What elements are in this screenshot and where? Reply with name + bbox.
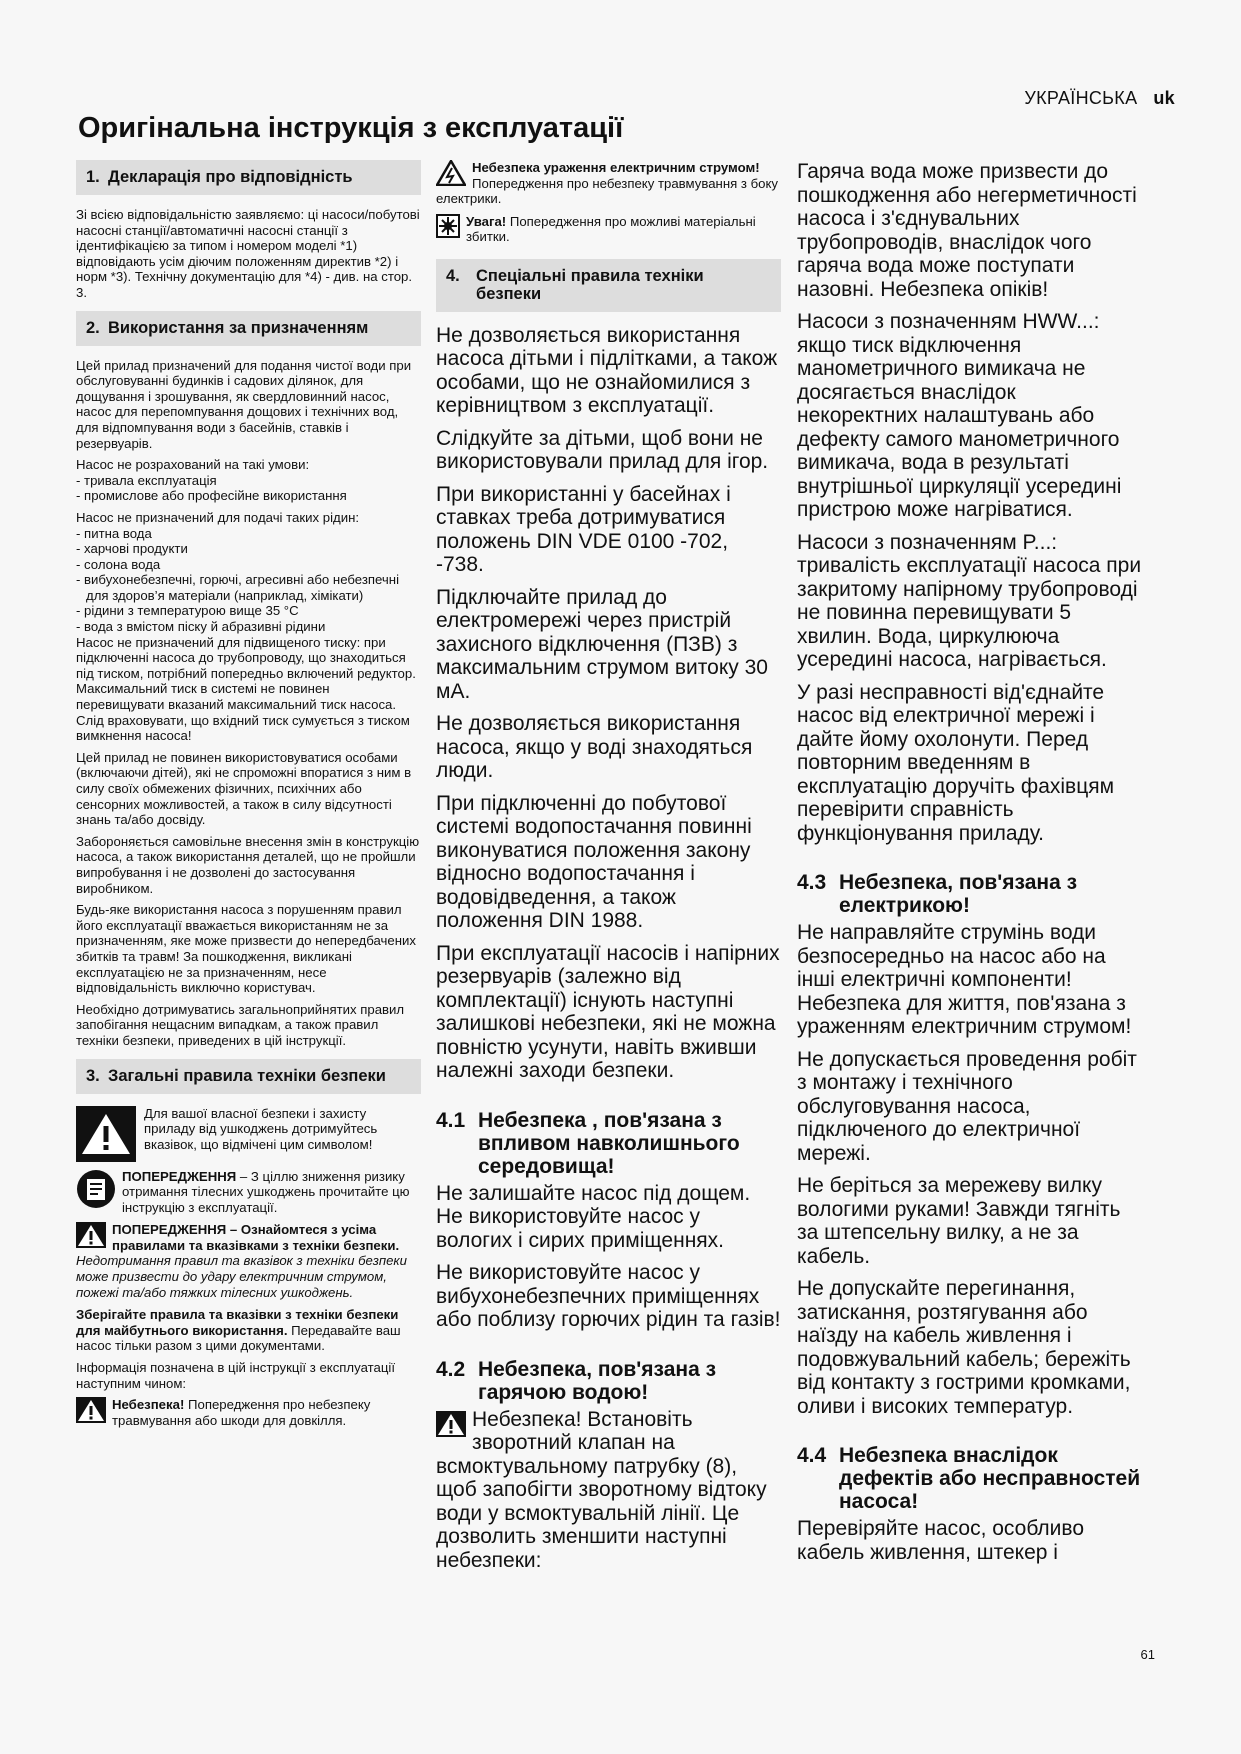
section-4-heading bbox=[436, 259, 781, 312]
column-2 bbox=[436, 160, 781, 1579]
paragraph: Насос не розрахований на такі умови: bbox=[76, 457, 310, 473]
attention-icon bbox=[436, 214, 460, 242]
paragraph: Для вашої власної безпеки і захисту приладу від ушкоджень дотримуйтесь вказівок, що відмічені цим символом! bbox=[144, 1105, 378, 1152]
warning-label: ПОПЕРЕДЖЕННЯ – Ознайомтеся з усіма правилами та вказівками з техніки безпеки. bbox=[112, 1222, 400, 1253]
text: Передавайте ваш насос тільки разом з цими документами. bbox=[76, 1322, 401, 1354]
electric-danger-note bbox=[436, 160, 781, 207]
paragraph: Необхідно дотримуватись загальноприйнятих правил запобігання нещасним випадкам, а також правил техніки безпеки, приведених в цій інструкції. bbox=[76, 1001, 405, 1048]
section-1-heading bbox=[76, 160, 421, 195]
safety-symbol-note bbox=[76, 1106, 421, 1162]
paragraph: Насос не призначений для підвищеного тиску: при підключенні насоса до трубопроводу, що знаходиться під тиском, потрібний попередньо включений редуктор. Максимальний тиск в системі не повинен перевищувати вказаний максимальний тиск насоса. Слід враховувати, що вхідний тиск сумується з тиском вимкнення насоса! bbox=[76, 634, 416, 744]
subsection-title: Небезпека, пов'язана з гарячою водою! bbox=[478, 1357, 717, 1404]
subsection-4-3-heading bbox=[797, 871, 1142, 917]
paragraph: У разі несправності від'єднайте насос від електричної мережі і дайте йому охолонути. Перед повторним введенням в експлуатацію доручіть фахівцям перевірити справність функціонування приладу. bbox=[797, 680, 1115, 845]
warning-label: Увага! bbox=[466, 213, 507, 229]
section-number: 1. bbox=[86, 168, 100, 186]
paragraph: Цей прилад призначений для подання чистої води при обслуговуванні будинків і садових ділянок, для дощування і зрошування, як свердловинний насос, насос для перепомпування дощових і технічних вод, для відпомпування води з басейнів, ставків і резервуарів. bbox=[76, 357, 412, 451]
paragraph: Будь-яке використання насоса з порушенням правил його експлуатації вважається використанням не за призначенням, яке може призвести до непередбачених збитків та травм! За пошкодження, викликані експлуатацією не за призначенням, несе відповідальність виключно користувач. bbox=[76, 902, 416, 996]
section-number: 2. bbox=[86, 318, 100, 337]
paragraph: Не залишайте насос під дощем. Не використовуйте насос у вологих і сирих приміщеннях. bbox=[436, 1181, 751, 1252]
warning-text: Попередження про можливі матеріальні збитки. bbox=[466, 213, 756, 245]
language-code: uk bbox=[1153, 88, 1175, 108]
subsection-number: 4.4 bbox=[797, 1444, 827, 1467]
section-title: Декларація про відповідність bbox=[108, 168, 353, 186]
section-number: 3. bbox=[86, 1066, 100, 1085]
paragraph: Не допускайте перегинання, затискання, розтягування або наїзду на кабель живлення і подовжувальний кабель; бережіть від контакту з гострими кромками, оливи і високих температур. bbox=[797, 1277, 1131, 1418]
subsection-title: Небезпека внаслідок дефектів або несправностей насоса! bbox=[839, 1444, 1141, 1513]
paragraph: Перевіряйте насос, особливо кабель живлення, штекер і bbox=[797, 1517, 1085, 1564]
page-number: 61 bbox=[1140, 1647, 1155, 1662]
paragraph: Не використовуйте насос у вибухонебезпечних приміщеннях або поблизу горючих рідин та газів! bbox=[436, 1261, 781, 1332]
paragraph: Підключайте прилад до електромережі через пристрій захисного відключення (ПЗВ) з максимальним струмом витоку 30 мА. bbox=[436, 585, 768, 703]
language-name: УКРАЇНСЬКА bbox=[1024, 88, 1138, 108]
subsection-4-2-heading bbox=[436, 1358, 781, 1404]
paragraph: При експлуатації насосів і напірних резервуарів (залежно від комплектації) існують наступні залишкові небезпеки, які не можна повністю усунути, навіть вживши належні заходи безпеки. bbox=[436, 941, 780, 1083]
subsection-number: 4.1 bbox=[436, 1108, 466, 1132]
warning-text: Недотримання правил та вказівок з техніки безпеки може призвести до удару електричним струмом, пожежі та/або тяжких тілесних ушкоджень. bbox=[76, 1253, 407, 1300]
language-label bbox=[1024, 88, 1175, 109]
list-item: - солона вода bbox=[76, 556, 161, 572]
section-4-body bbox=[436, 324, 781, 1573]
attention-note bbox=[436, 214, 781, 245]
list-item: - харчові продукти bbox=[76, 541, 188, 557]
paragraph: Не дозволяється використання насоса дітьми і підлітками, а також особами, що не ознайомилися з керівництвом з експлуатації. bbox=[436, 323, 778, 418]
warning-triangle-icon bbox=[76, 1106, 136, 1162]
subsection-4-1-heading bbox=[436, 1109, 781, 1178]
subsection-4-4-heading bbox=[797, 1444, 1142, 1513]
paragraph: Не беріться за мережеву вилку вологими руками! Завжди тягніть за штепсельну вилку, а не за кабель. bbox=[797, 1174, 1121, 1268]
subsection-number: 4.2 bbox=[436, 1357, 466, 1381]
paragraph: Насоси з позначенням P...: тривалість експлуатації насоса при закритому напірному трубопроводі не повинна перевищувати 5 хвилин. Вода, циркулююча усередині насоса, нагрівається. bbox=[797, 530, 1142, 671]
list-item: - питна вода bbox=[76, 525, 152, 541]
paragraph: Не направляйте струмінь води безпосередньо на насос або на інші електричні компоненти! Небезпека для життя, пов'язана з ураженням електричним струмом! bbox=[797, 921, 1132, 1038]
list-item: - рідини з температурою вище 35 °C bbox=[76, 603, 299, 619]
subsection-title: Небезпека , пов'язана з впливом навколишнього середовища! bbox=[478, 1108, 740, 1178]
bold-text: Зберігайте правила та вказівки з техніки безпеки для майбутнього використання. bbox=[76, 1307, 399, 1338]
subsection-title: Небезпека, пов'язана з електрикою! bbox=[839, 871, 1078, 917]
conditions-list bbox=[76, 473, 421, 504]
paragraph: При використанні у басейнах і ставках треба дотримуватися положень DIN VDE 0100 -702, -738. bbox=[436, 482, 731, 577]
read-manual-icon bbox=[76, 1169, 116, 1213]
warning-label: Небезпека! bbox=[112, 1397, 185, 1413]
paragraph: Гаряча вода може призвести до пошкодження або негерметичності насоса і з'єднувальних трубопроводів, внаслідок чого гаряча вода може поступати назовні. Небезпека опіків! bbox=[797, 160, 1137, 301]
paragraph: Цей прилад не повинен використовуватися особами (включаючи дітей), які не спроможні впоратися з ним в силу своїх обмежених фізичних, психічних або сенсорних можливостей, а також в силу відсутності знань та/або досвіду. bbox=[76, 749, 412, 828]
section-title: Використання за призначенням bbox=[108, 318, 369, 337]
paragraph: Не дозволяється використання насоса, якщо у воді знаходяться люди. bbox=[436, 712, 753, 783]
paragraph: Небезпека! Встановіть зворотний клапан на всмоктувальному патрубку (8), щоб запобігти зворотному відтоку води у всмоктувальній лінії. Це дозволить зменшити наступні небезпеки: bbox=[436, 1407, 767, 1572]
warning-icon bbox=[76, 1397, 106, 1427]
column-1 bbox=[76, 160, 421, 1435]
section-3-heading bbox=[76, 1059, 421, 1094]
liquids-list bbox=[76, 526, 421, 635]
paragraph: Насоси з позначенням HWW...: якщо тиск відключення манометричного вимикача не досягається внаслідок некоректних налаштувань або дефекту самого манометричного вимикача, вода в результаті внутрішньої циркуляції усередині пристрою може нагріватися. bbox=[797, 310, 1122, 521]
read-manual-warning bbox=[76, 1169, 421, 1216]
safety-rules-warning bbox=[76, 1222, 421, 1300]
paragraph: При підключенні до побутової системі водопостачання повинні виконуватися положення закону відносно водопостачання і водовідведення, а також положення DIN 1988. bbox=[436, 791, 752, 933]
hot-water-danger bbox=[436, 1408, 781, 1573]
warning-text: Попередження про небезпеку травмування або шкоди для довкілля. bbox=[112, 1397, 371, 1428]
list-item: - вода з вмістом піску й абразивні рідини bbox=[76, 619, 326, 635]
section-title: Спеціальні правила техніки безпеки bbox=[476, 266, 704, 303]
section-title: Загальні правила техніки безпеки bbox=[108, 1066, 386, 1085]
list-item: - вибухонебезпечні, горючі, агресивні або небезпечні для здоров’я матеріали (наприклад, хімікати) bbox=[76, 572, 400, 603]
column-3 bbox=[797, 160, 1142, 1573]
paragraph: Слідкуйте за дітьми, щоб вони не використовували прилад для ігор. bbox=[436, 426, 769, 474]
warning-icon bbox=[76, 1222, 106, 1252]
warning-text: Попередження про небезпеку травмування з боку електрики. bbox=[436, 175, 779, 207]
section-2-heading bbox=[76, 311, 421, 346]
paragraph: Не допускається проведення робіт з монтажу і технічного обслуговування насоса, підключеного до електричної мережі. bbox=[797, 1047, 1137, 1165]
list-item: - промислове або професійне використання bbox=[76, 488, 347, 504]
page-title: Оригінальна інструкція з експлуатації bbox=[78, 112, 624, 144]
electric-hazard-icon bbox=[436, 160, 466, 190]
declaration-text: Зі всією відповідальністю заявляємо: ці насоси/побутові насосні станції/автоматичні насосні станції з ідентифікацією за типом і номером моделі *1) відповідають усім діючим положенням директив *2) і норм *3). Технічну документацію для *4) - див. на стор. 3. bbox=[76, 207, 420, 300]
list-item: - тривала експлуатація bbox=[76, 472, 217, 488]
paragraph bbox=[76, 1307, 421, 1354]
section-number: 4. bbox=[446, 266, 460, 285]
paragraph: Насос не призначений для подачі таких рідин: bbox=[76, 509, 360, 525]
warning-text: – З ціллю зниження ризику отримання тілесних ушкоджень прочитайте цю інструкцію з експлуатації. bbox=[122, 1168, 410, 1215]
paragraph: Інформація позначена в цій інструкції з експлуатації наступним чином: bbox=[76, 1360, 395, 1391]
warning-icon bbox=[436, 1411, 466, 1443]
warning-label: ПОПЕРЕДЖЕННЯ bbox=[122, 1168, 237, 1184]
warning-label: Небезпека ураження електричним струмом! bbox=[472, 160, 760, 175]
paragraph: Забороняється самовільне внесення змін в конструкцію насоса, а також використання деталей, що не пройшли випробування і не дозволені до застосування виробником. bbox=[76, 833, 420, 896]
subsection-number: 4.3 bbox=[797, 871, 827, 894]
danger-note bbox=[76, 1397, 421, 1428]
